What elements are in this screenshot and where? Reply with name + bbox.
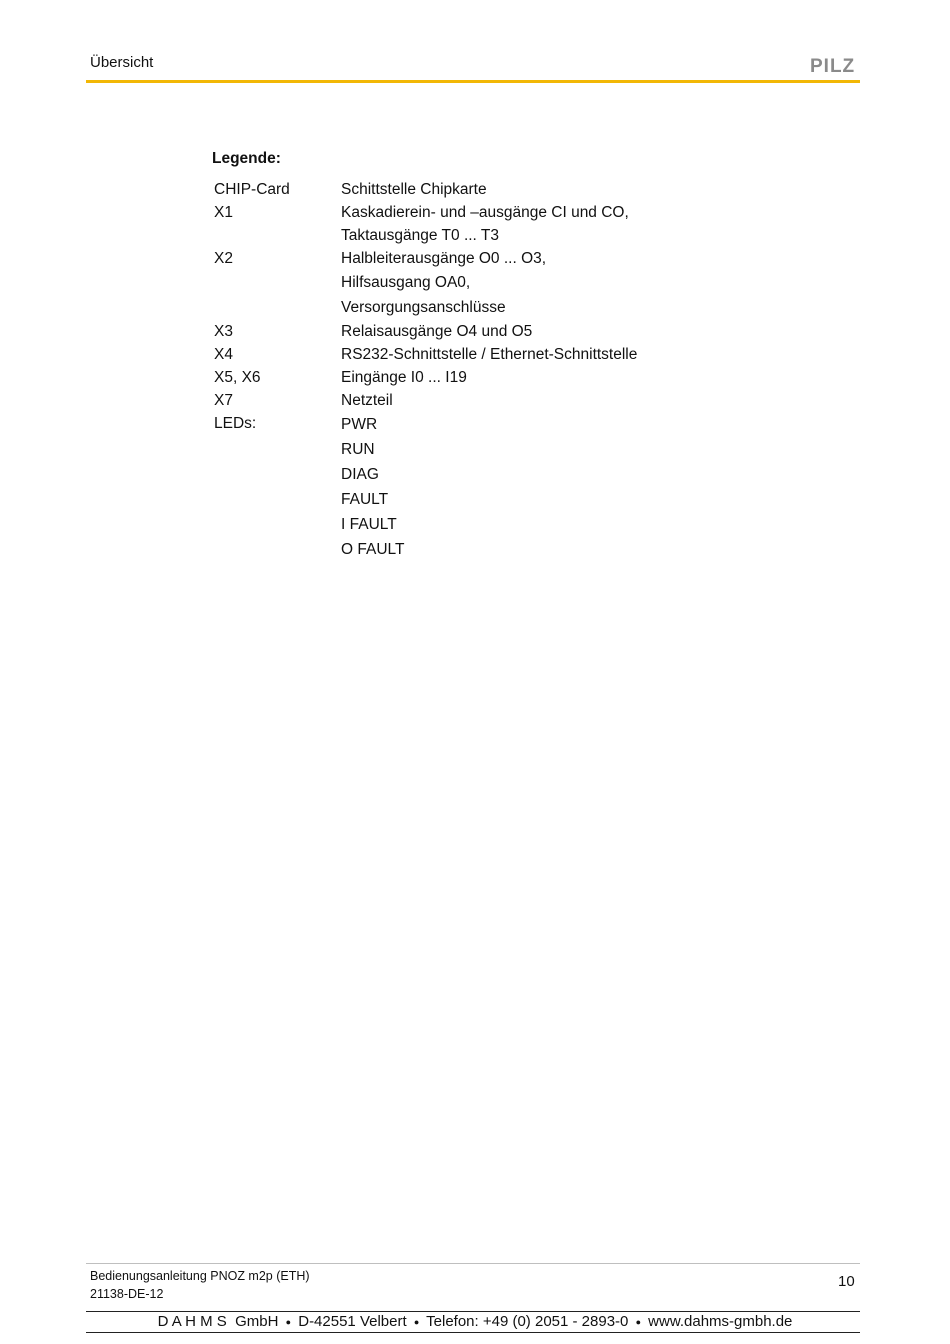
company-website[interactable]: www.dahms-gmbh.de — [648, 1313, 793, 1330]
legend-line: RUN — [341, 441, 375, 458]
pilz-logo: PILZ — [810, 56, 856, 77]
legend-line: Kaskadierein- und –ausgänge CI und CO, — [341, 204, 629, 221]
legend-row — [214, 178, 734, 201]
footer-divider — [86, 1263, 860, 1264]
bullet-separator: ● — [413, 1317, 420, 1328]
legend-line: Schittstelle Chipkarte — [341, 181, 487, 198]
legend-key: X7 — [214, 392, 233, 409]
legend-row — [214, 201, 734, 247]
legend-line: Taktausgänge T0 ... T3 — [341, 227, 499, 244]
legend-line: Halbleiterausgänge O0 ... O3, — [341, 250, 547, 267]
company-name: D A H M S GmbH — [157, 1313, 279, 1330]
legend-value — [341, 178, 734, 201]
legend-key: X5, X6 — [214, 369, 261, 386]
legend-row — [214, 389, 734, 412]
bullet-separator: ● — [285, 1317, 292, 1328]
legend-value — [341, 389, 734, 412]
legend-row — [214, 366, 734, 389]
legend-value — [341, 343, 734, 366]
legend-value — [341, 412, 734, 562]
legend-row — [214, 343, 734, 366]
legend-line: RS232-Schnittstelle / Ethernet-Schnittstelle — [341, 346, 638, 363]
legend-row — [214, 320, 734, 343]
legend-line: Eingänge I0 ... I19 — [341, 369, 467, 386]
legend-title: Legende: — [212, 150, 281, 167]
page-header-title: Übersicht — [90, 54, 154, 71]
legend-line: Netzteil — [341, 392, 393, 409]
footer-manual-title: Bedienungsanleitung PNOZ m2p (ETH) — [90, 1269, 310, 1283]
company-phone: Telefon: +49 (0) 2051 - 2893-0 — [426, 1313, 629, 1330]
footer-rule — [86, 1311, 860, 1312]
legend-line: PWR — [341, 416, 378, 433]
legend-line: Hilfsausgang OA0, — [341, 274, 471, 291]
page-number: 10 — [838, 1273, 855, 1290]
legend-value — [341, 320, 734, 343]
legend-row — [214, 247, 734, 320]
legend-value — [341, 247, 734, 320]
legend-line: O FAULT — [341, 541, 405, 558]
legend-value — [341, 366, 734, 389]
legend-key: X2 — [214, 250, 233, 267]
legend-key: X3 — [214, 323, 233, 340]
legend-key: LEDs: — [214, 415, 257, 432]
legend-key: X1 — [214, 204, 233, 221]
header-accent-rule — [86, 80, 860, 83]
legend-table — [214, 178, 734, 562]
bullet-separator: ● — [635, 1317, 641, 1328]
legend-line: Relaisausgänge O4 und O5 — [341, 323, 533, 340]
legend-line: FAULT — [341, 491, 389, 508]
legend-line: Versorgungsanschlüsse — [341, 299, 506, 316]
company-address: D-42551 Velbert — [298, 1313, 407, 1330]
legend-line: DIAG — [341, 466, 379, 483]
legend-key: X4 — [214, 346, 233, 363]
footer-rule — [86, 1332, 860, 1333]
footer-document-code: 21138-DE-12 — [90, 1287, 164, 1301]
legend-value — [341, 201, 734, 247]
legend-line: I FAULT — [341, 516, 397, 533]
legend-key: CHIP-Card — [214, 181, 290, 198]
company-info-line — [0, 1313, 950, 1330]
legend-row — [214, 412, 734, 562]
